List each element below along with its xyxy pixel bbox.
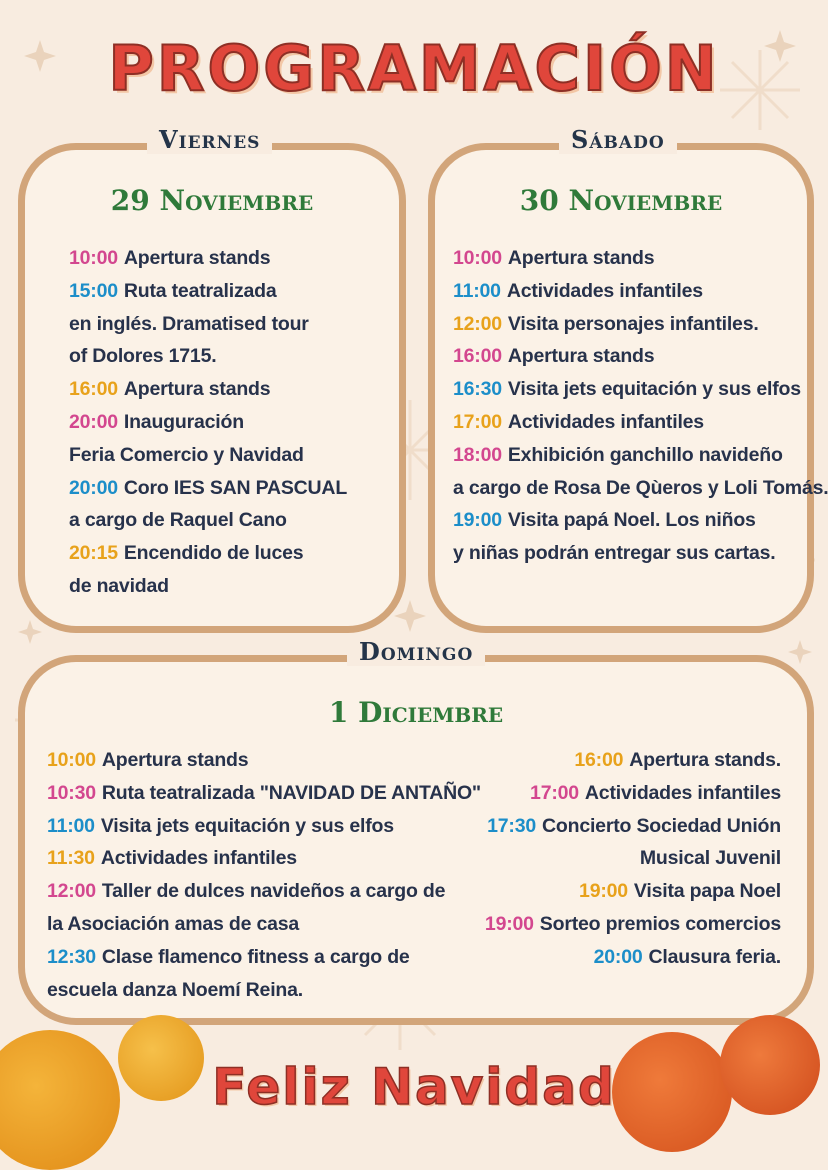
friday-schedule [69,242,347,603]
schedule-time: 20:00 [69,410,118,433]
schedule-text: Visita personajes infantiles. [507,312,759,335]
schedule-time: 12:00 [453,312,502,335]
schedule-text: Actividades infantiles [507,410,704,433]
schedule-time: 17:30 [487,814,537,837]
schedule-item [485,810,781,843]
schedule-time: 11:00 [453,279,501,302]
schedule-text: Apertura stands [507,345,655,368]
friday-day-label: Viernes [147,125,272,154]
schedule-text: Apertura stands. [629,749,781,771]
schedule-text: Visita papa Noel [633,880,781,903]
sunday-panel [18,637,814,1025]
schedule-item [453,275,828,308]
schedule-time: 16:00 [69,378,118,401]
schedule-text: Ruta teatralizada "NAVIDAD DE ANTAÑO" [101,781,481,804]
schedule-time: 10:00 [47,749,96,771]
schedule-item [453,504,828,537]
schedule-item [453,439,828,472]
schedule-item [69,472,347,505]
schedule-item [47,777,481,810]
schedule-time: 11:30 [47,847,95,870]
schedule-item [453,406,828,439]
schedule-item [47,941,481,974]
feliz-navidad-footer: Feliz Navidad [212,1058,616,1116]
schedule-item [69,537,347,570]
schedule-time: 16:30 [453,378,502,401]
schedule-text: Clausura feria. [648,945,781,968]
saturday-day-label: Sábado [559,125,677,154]
schedule-text: Actividades infantiles [100,847,297,870]
schedule-item [485,875,781,908]
schedule-text: la Asociación amas de casa [47,912,300,935]
schedule-time: 19:00 [579,880,628,903]
schedule-item [453,308,828,341]
schedule-item [485,744,781,777]
saturday-date: 30 Noviembre [519,184,723,217]
schedule-time: 20:00 [69,476,118,499]
schedule-time: 10:00 [69,247,118,269]
schedule-text: Visita jets equitación y sus elfos [100,814,394,837]
schedule-item [69,308,347,341]
schedule-text: en inglés. Dramatised tour [69,312,309,335]
schedule-text: Visita jets equitación y sus elfos [507,378,801,401]
schedule-text: Feria Comercio y Navidad [69,443,304,466]
schedule-time: 17:00 [530,781,579,804]
schedule-text: Apertura stands [507,247,655,269]
schedule-time: 10:30 [47,781,96,804]
schedule-item [485,777,781,810]
schedule-text: y niñas podrán entregar sus cartas. [453,542,776,565]
schedule-item [485,908,781,941]
schedule-text: Visita papá Noel. Los niños [507,509,756,532]
schedule-item [485,842,781,875]
sunday-afternoon-schedule [485,744,781,974]
schedule-text: a cargo de Raquel Cano [69,509,287,532]
schedule-item [485,941,781,974]
schedule-time: 19:00 [484,912,534,935]
saturday-panel [428,125,828,633]
schedule-item [47,974,481,1007]
sunday-date: 1 Diciembre [328,696,504,729]
schedule-text: Apertura stands [101,749,249,771]
schedule-text: Exhibición ganchillo navideño [507,443,783,466]
schedule-item [47,842,481,875]
schedule-item [47,875,481,908]
schedule-item [453,537,828,570]
schedule-text: Apertura stands [123,378,271,401]
schedule-time: 18:00 [453,443,502,466]
schedule-text: Actividades infantiles [506,279,703,302]
sunday-day-label: Domingo [347,637,485,666]
schedule-item [453,242,828,275]
schedule-text: Musical Juvenil [639,847,781,870]
schedule-text: Ruta teatralizada [123,279,277,302]
schedule-text: Sorteo premios comercios [539,912,781,935]
saturday-schedule [453,242,828,570]
schedule-item [69,504,347,537]
schedule-item [453,472,828,505]
schedule-time: 20:15 [69,542,118,565]
schedule-text: of Dolores 1715. [69,345,217,368]
schedule-text: Taller de dulces navideños a cargo de [101,880,446,903]
schedule-item [47,744,481,777]
schedule-text: a cargo de Rosa De Qùeros y Loli Tomás. [453,476,828,499]
schedule-time: 16:00 [453,345,502,368]
schedule-item [69,406,347,439]
sunday-morning-schedule [47,744,481,1006]
schedule-time: 20:00 [593,945,643,968]
schedule-text: Actividades infantiles [584,781,781,804]
schedule-item [69,570,347,603]
friday-panel [18,125,406,633]
schedule-time: 17:00 [453,410,502,433]
schedule-text: de navidad [69,574,169,597]
schedule-time: 11:00 [47,814,95,837]
page-title: PROGRAMACIÓN [108,32,720,105]
schedule-item [453,340,828,373]
schedule-text: Encendido de luces [123,542,304,565]
schedule-text: Concierto Sociedad Unión [542,814,781,837]
schedule-text: escuela danza Noemí Reina. [47,978,303,1001]
schedule-time: 19:00 [453,509,502,532]
schedule-item [47,810,481,843]
schedule-item [453,373,828,406]
schedule-item [69,242,347,275]
schedule-time: 10:00 [453,247,502,269]
schedule-item [69,373,347,406]
schedule-text: Inauguración [123,410,244,433]
schedule-text: Coro IES SAN PASCUAL [123,476,348,499]
schedule-item [69,340,347,373]
schedule-text: Clase flamenco fitness a cargo de [101,945,410,968]
schedule-text: Apertura stands [123,247,271,269]
schedule-time: 12:00 [47,880,96,903]
schedule-item [47,908,481,941]
friday-date: 29 Noviembre [110,184,314,217]
schedule-time: 15:00 [69,279,118,302]
schedule-item [69,275,347,308]
schedule-item [69,439,347,472]
schedule-time: 16:00 [574,749,624,771]
schedule-time: 12:30 [47,945,96,968]
